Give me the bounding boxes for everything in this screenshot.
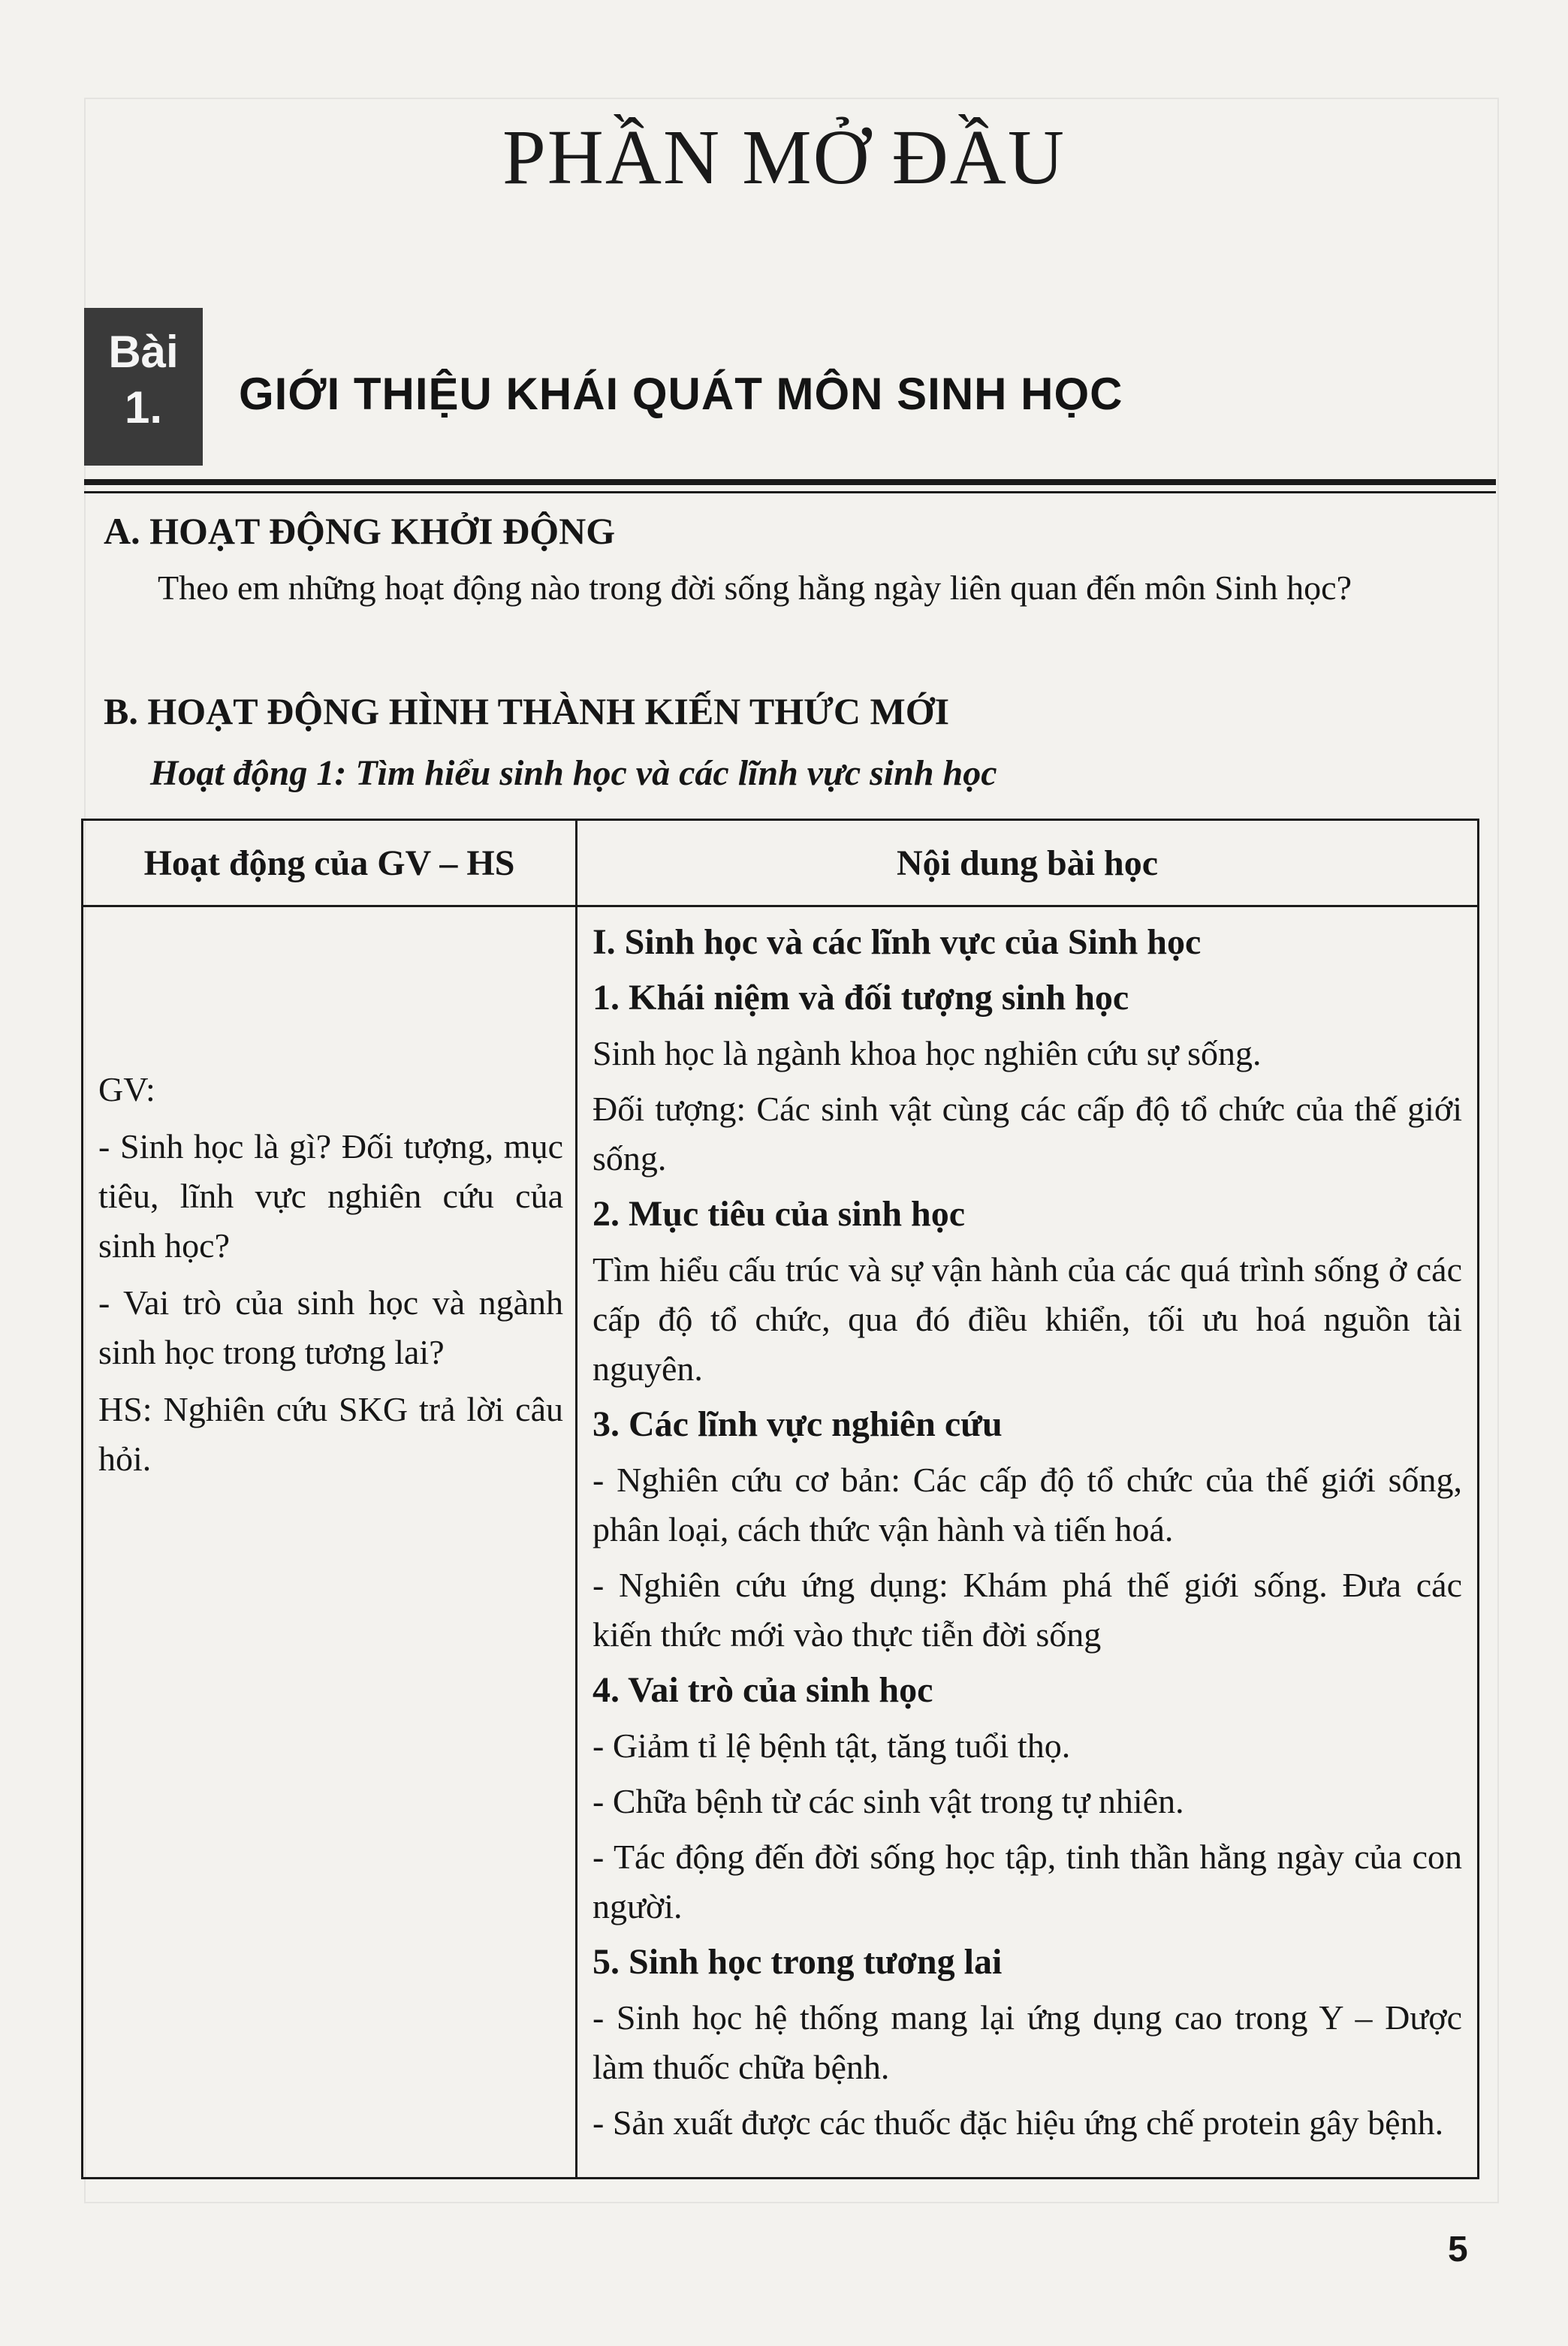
lesson-badge-number: 1. xyxy=(124,382,163,433)
table-row xyxy=(83,906,1479,2179)
left-line: HS: Nghiên cứu SKG trả lời câu hỏi. xyxy=(98,1390,563,1478)
left-line: GV: xyxy=(98,1070,155,1108)
header-lesson-content: Nội dung bài học xyxy=(577,820,1479,906)
content-line: - Chữa bệnh từ các sinh vật trong tự nhiên. xyxy=(593,1782,1184,1820)
table-header-row xyxy=(83,820,1479,906)
lesson-badge-word: Bài xyxy=(108,327,179,377)
title-divider-thin xyxy=(84,491,1496,493)
section-a-question: Theo em những hoạt động nào trong đời sống hằng ngày liên quan đến môn Sinh học? xyxy=(158,568,1352,607)
lesson-badge xyxy=(84,308,203,466)
section-a-text xyxy=(104,563,1478,613)
content-line: 1. Khái niệm và đối tượng sinh học xyxy=(593,978,1129,1018)
teacher-student-cell xyxy=(83,906,577,2179)
content-line: - Nghiên cứu cơ bản: Các cấp độ tổ chức của thế giới sống, phân loại, cách thức vận hành và tiến hoá. xyxy=(593,1461,1462,1548)
content-line: - Sinh học hệ thống mang lại ứng dụng cao trong Y – Dược làm thuốc chữa bệnh. xyxy=(593,1998,1462,2086)
content-line: - Tác động đến đời sống học tập, tinh thần hằng ngày của con người. xyxy=(593,1838,1462,1925)
lesson-content-cell xyxy=(577,906,1479,2179)
content-line: I. Sinh học và các lĩnh vực của Sinh học xyxy=(593,922,1202,962)
section-b-heading: B. HOẠT ĐỘNG HÌNH THÀNH KIẾN THỨC MỚI xyxy=(104,690,950,732)
page-number: 5 xyxy=(1448,2230,1468,2269)
content-line: 4. Vai trò của sinh học xyxy=(593,1670,933,1710)
content-line: - Sản xuất được các thuốc đặc hiệu ứng chế protein gây bệnh. xyxy=(593,2103,1444,2142)
content-line: Tìm hiểu cấu trúc và sự vận hành của các quá trình sống ở các cấp độ tổ chức, qua đó điều khiển, tối ưu hoá nguồn tài nguyên. xyxy=(593,1250,1462,1388)
content-line: 2. Mục tiêu của sinh học xyxy=(593,1194,966,1234)
lesson-table xyxy=(81,819,1479,2179)
content-line: - Nghiên cứu ứng dụng: Khám phá thế giới sống. Đưa các kiến thức mới vào thực tiễn đời sống xyxy=(593,1566,1462,1654)
content-line: Sinh học là ngành khoa học nghiên cứu sự sống. xyxy=(593,1034,1262,1072)
lesson-title: GIỚI THIỆU KHÁI QUÁT MÔN SINH HỌC xyxy=(239,369,1123,419)
title-divider-thick xyxy=(84,479,1496,485)
content-line: 3. Các lĩnh vực nghiên cứu xyxy=(593,1404,1003,1444)
header-teacher-student: Hoạt động của GV – HS xyxy=(83,820,577,906)
content-line: Đối tượng: Các sinh vật cùng các cấp độ tổ chức của thế giới sống. xyxy=(593,1090,1462,1178)
content-line: 5. Sinh học trong tương lai xyxy=(593,1942,1003,1982)
section-a-heading: A. HOẠT ĐỘNG KHỞI ĐỘNG xyxy=(104,510,616,552)
left-line: - Vai trò của sinh học và ngành sinh học trong tương lai? xyxy=(98,1283,563,1371)
page-title: PHẦN MỞ ĐẦU xyxy=(502,114,1066,201)
activity-title: Hoạt động 1: Tìm hiểu sinh học và các lĩnh vực sinh học xyxy=(150,753,997,793)
left-line: - Sinh học là gì? Đối tượng, mục tiêu, lĩnh vực nghiên cứu của sinh học? xyxy=(98,1127,563,1265)
content-line: - Giảm tỉ lệ bệnh tật, tăng tuổi thọ. xyxy=(593,1726,1071,1765)
